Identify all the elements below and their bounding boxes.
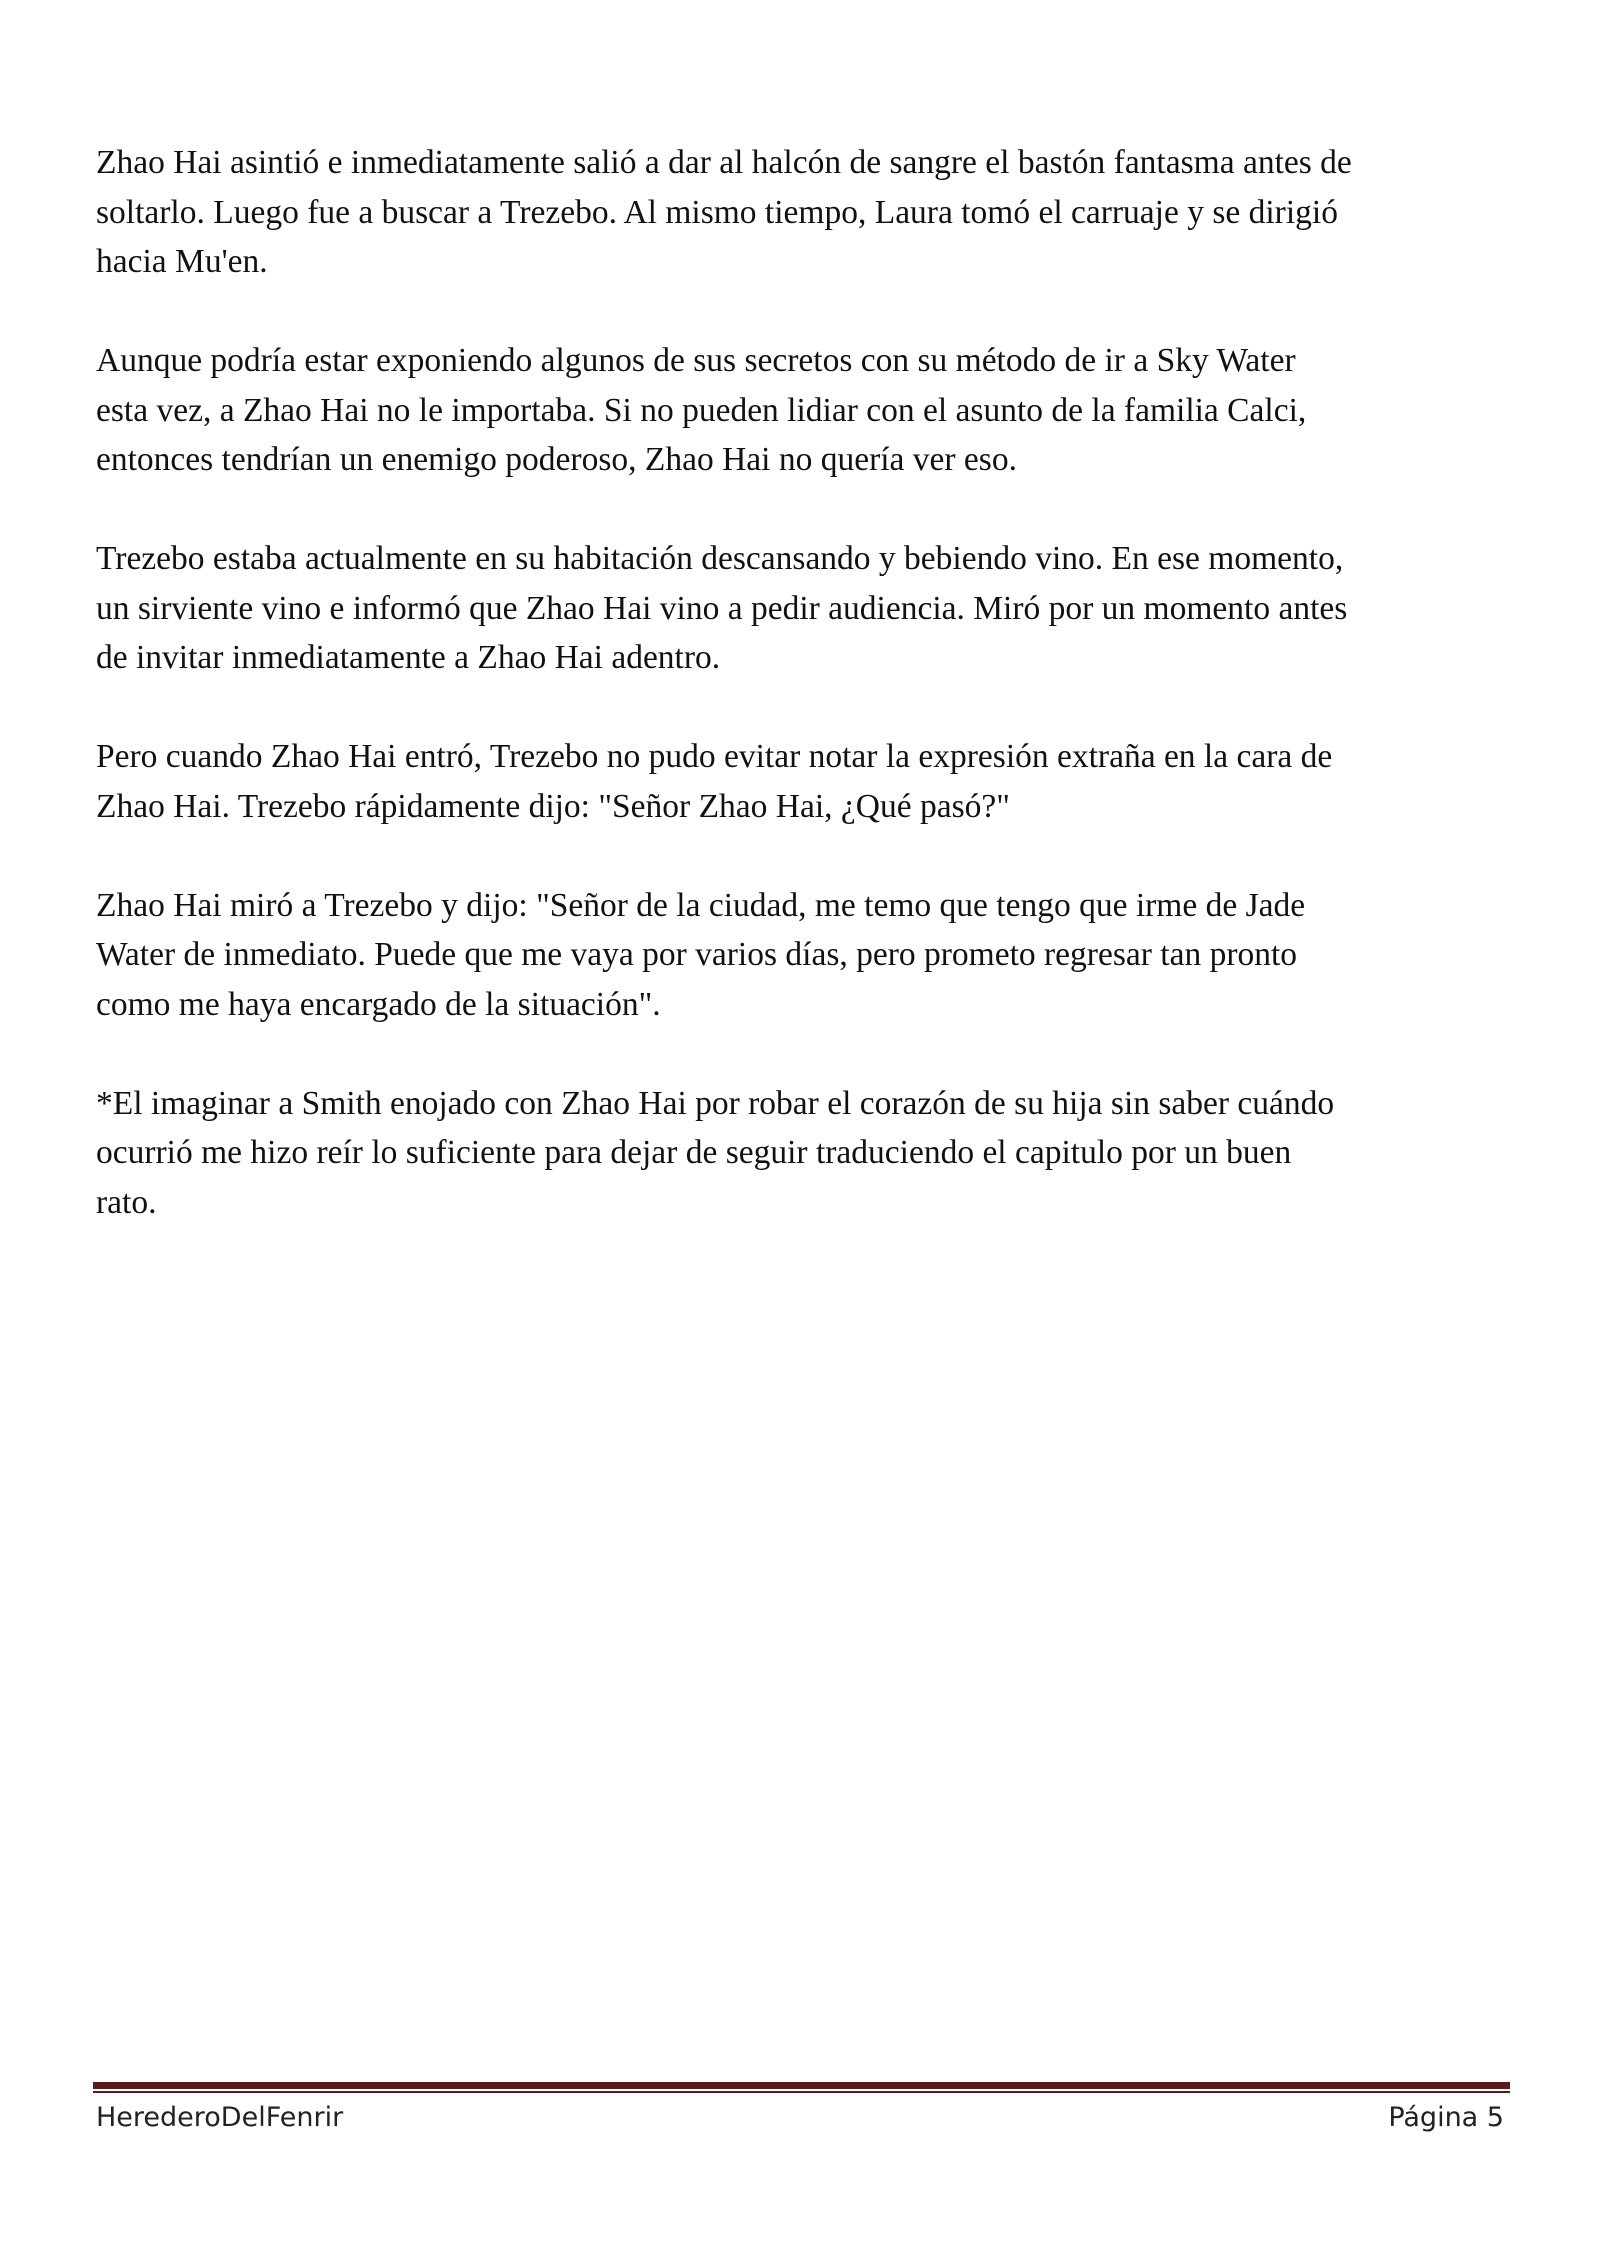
translator-note: *El imaginar a Smith enojado con Zhao Hai por robar el corazón de su hija sin saber cuándo ocurrió me hizo reír lo suficiente para dejar de seguir traduciendo el capitulo por un buen rato.	[96, 1084, 1335, 1221]
footer-divider-thin-line	[93, 2091, 1510, 2093]
paragraph: Aunque podría estar exponiendo algunos de sus secretos con su método de ir a Sky Water esta vez, a Zhao Hai no le importaba. Si no pueden lidiar con el asunto de la familia Calci, entonces tendrían un enemigo poderoso, Zhao Hai no quería ver eso.	[96, 342, 1307, 478]
footer-author: HerederoDelFenrir	[96, 2102, 344, 2133]
paragraph: Zhao Hai asintió e inmediatamente salió a dar al halcón de sangre el bastón fantasma antes de soltarlo. Luego fue a buscar a Trezebo. Al mismo tiempo, Laura tomó el carruaje y se dirigió hacia Mu'en.	[96, 144, 1352, 280]
footer-divider	[93, 2082, 1510, 2094]
paragraph: Zhao Hai miró a Trezebo y dijo: "Señor de la ciudad, me temo que tengo que irme de Jade Water de inmediato. Puede que me vaya por varios días, pero prometo regresar tan pronto como me haya encargado de la situación".	[96, 886, 1306, 1023]
footer-divider-thick-line	[93, 2082, 1510, 2089]
page-number: Página 5	[1388, 2102, 1504, 2133]
document-body	[96, 138, 1506, 1277]
paragraph: Trezebo estaba actualmente en su habitación descansando y bebiendo vino. En ese momento, un sirviente vino e informó que Zhao Hai vino a pedir audiencia. Miró por un momento antes de invitar inmediatamente a Zhao Hai adentro.	[96, 540, 1348, 676]
paragraph: Pero cuando Zhao Hai entró, Trezebo no pudo evitar notar la expresión extraña en la cara de Zhao Hai. Trezebo rápidamente dijo: "Señor Zhao Hai, ¿Qué pasó?"	[96, 738, 1333, 825]
